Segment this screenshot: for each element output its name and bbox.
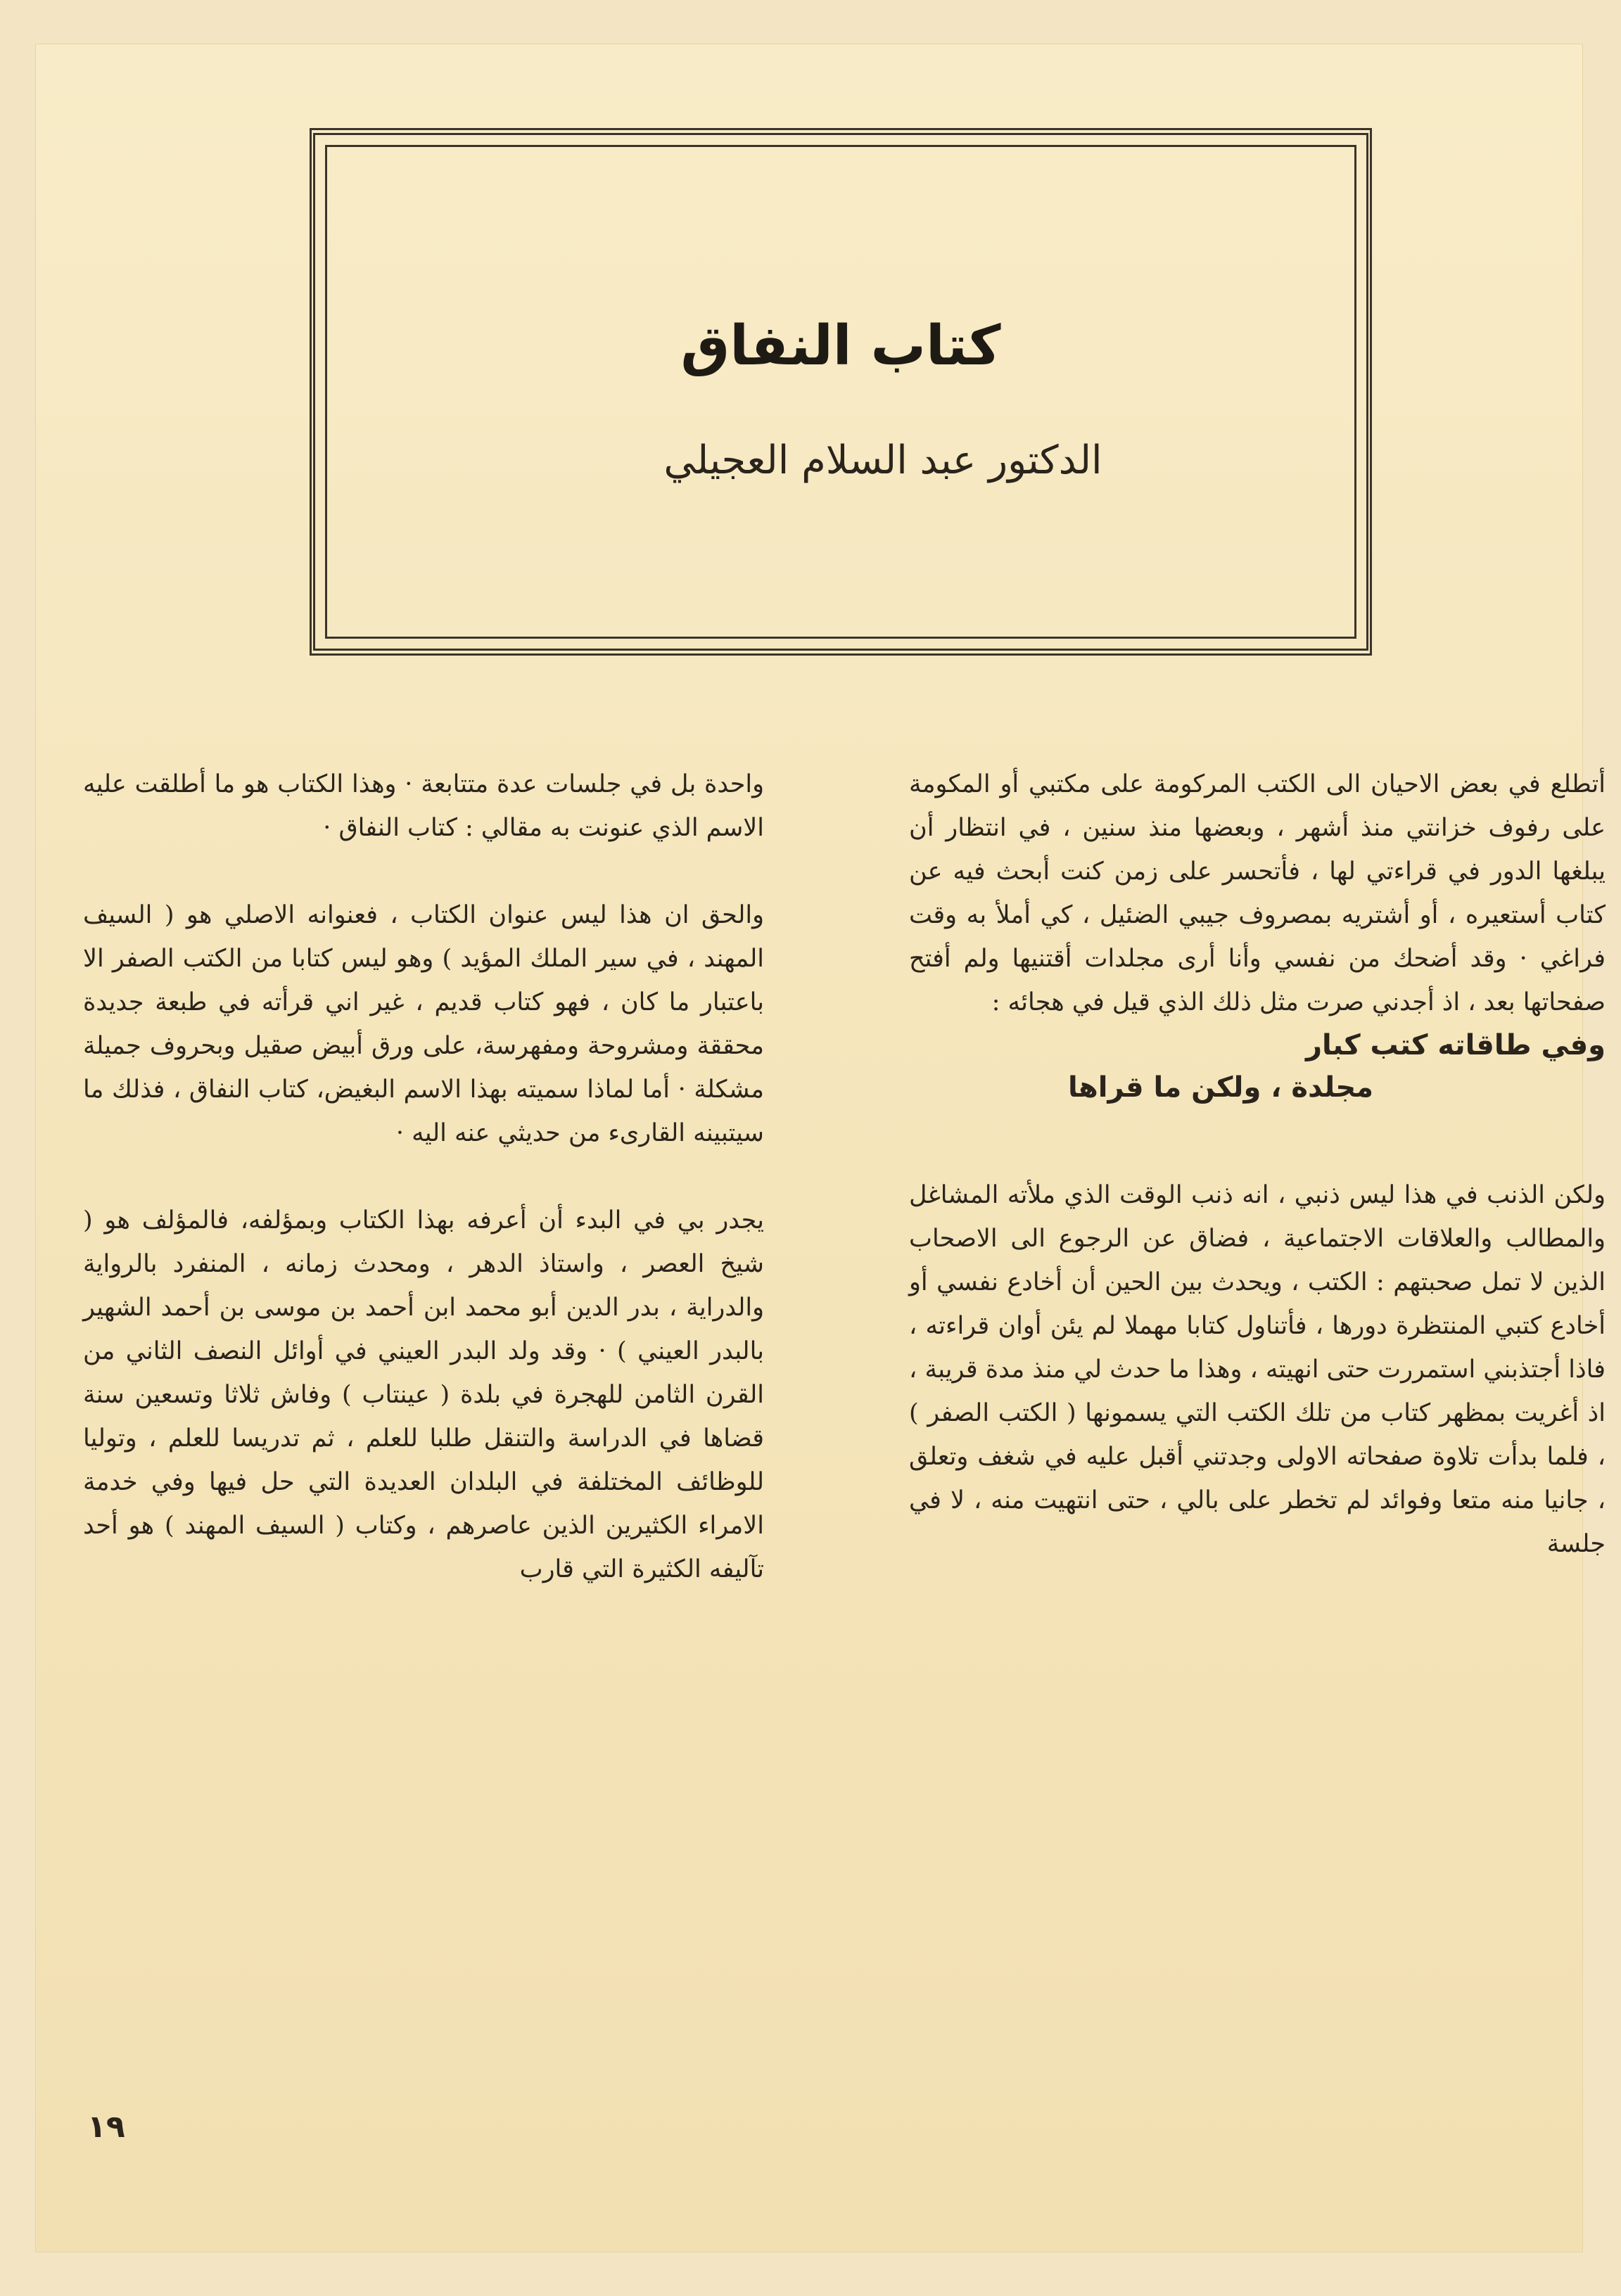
article-author: الدكتور عبد السلام العجيلي <box>663 438 1102 483</box>
paragraph: ولكن الذنب في هذا ليس ذنبي ، انه ذنب الوقت الذي ملأته المشاغل والمطالب والعلاقات الاجتماعية ، فضاق عن الرجوع الى الاصحاب الذين لا تمل صحبتهم : الكتب ، ويحدث بين الحين أن أخادع نفسي أو أخادع كتبي المنتظرة دورها ، فأتناول كتابا مهملا لم يئن أوان قراءته ، فاذا أجتذبني استمررت حتى انهيته ، وهذا ما حدث لي منذ مدة قريبة ، اذ أغريت بمظهر كتاب من تلك الكتب التي يسمونها ( الكتب الصفر ) ، فلما بدأت تلاوة صفحاته الاولى وجدتني أقبل عليه في شغف وتعلق ، جانيا منه متعا وفوائد لم تخطر على بالي ، حتى انتهيت منه ، لا في جلسة <box>909 1181 1606 1558</box>
magazine-page <box>35 44 1606 2252</box>
poem-line: وفي طاقاته كتب كبار <box>1305 1029 1606 1061</box>
paragraph: يجدر بي في البدء أن أعرفه بهذا الكتاب وبمؤلفه، فالمؤلف هو ( شيخ العصر ، واستاذ الدهر ، ومحدث زمانه ، المنفرد بالرواية والدراية ، بدر الدين أبو محمد ابن أحمد بن موسى بن أحمد الشهير بالبدر العيني ) · وقد ولد البدر العيني في أوائل النصف الثاني من القرن الثامن للهجرة في بلدة ( عينتاب ) وفاش ثلاثا وتسعين سنة قضاها في الدراسة والتنقل طلبا للعلم ، ثم تدريسا للعلم ، وتوليا للوظائف المختلفة في البلدان العديدة التي حل فيها وفي خدمة الامراء الكثيرين الذين عاصرهم ، وكتاب ( السيف المهند ) هو أحد تآليفه الكثيرة التي قارب <box>83 1206 764 1583</box>
title-frame <box>310 128 1372 656</box>
left-column <box>83 763 764 1591</box>
paragraph: أتطلع في بعض الاحيان الى الكتب المركومة على مكتبي أو المكومة على رفوف خزانتي منذ أشهر ، وبعضها منذ سنين ، في انتظار أن يبلغها الدور في قراءتي لها ، فأتحسر على زمن كنت أبحث فيه عن كتاب أستعيره ، أو أشتريه بمصروف جيبي الضئيل ، كي أملأ به وقت فراغي · وقد أضحك من نفسي وأنا أرى مجلدات أقتنيها ولم أفتح صفحاتها بعد ، اذ أجدني صرت مثل ذلك الذي قيل في هجائه : <box>909 770 1606 1016</box>
right-column <box>909 763 1606 1566</box>
article-title: كتاب النفاق <box>680 314 1001 378</box>
page-number: ١٩ <box>87 2109 125 2145</box>
poem-line: مجلدة ، ولكن ما قراها <box>1067 1071 1373 1104</box>
paragraph: والحق ان هذا ليس عنوان الكتاب ، فعنوانه الاصلي هو ( السيف المهند ، في سير الملك المؤيد ) وهو ليس كتابا من الكتب الصفر الا باعتبار ما كان ، فهو كتاب قديم ، غير اني قرأته في طبعة جديدة محققة ومشروحة ومفهرسة، على ورق أبيض صقيل وبحروف جميلة مشكلة · أما لماذا سميته بهذا الاسم البغيض، كتاب النفاق ، فذلك ما سيتبينه القارىء من حديثي عنه اليه · <box>83 901 764 1147</box>
paragraph: واحدة بل في جلسات عدة متتابعة · وهذا الكتاب هو ما أطلقت عليه الاسم الذي عنونت به مقالي : كتاب النفاق · <box>83 770 764 842</box>
